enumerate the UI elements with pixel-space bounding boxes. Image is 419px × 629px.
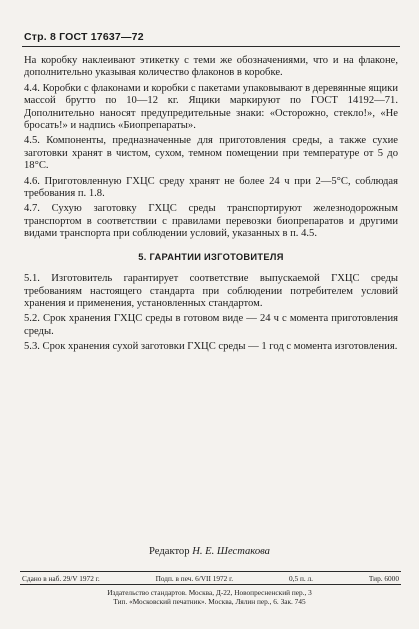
header-rule xyxy=(22,46,400,47)
paragraph-4-6: 4.6. Приготовленную ГХЦС среду хранят не более 24 ч при 2—5°С, соблюдая требования п. 1.8. xyxy=(24,175,398,200)
editor-credit xyxy=(0,546,419,557)
imprint-publisher: Издательство стандартов. Москва, Д-22, Новопресненский пер., 3 xyxy=(107,588,312,597)
imprint-rule-top xyxy=(20,571,401,572)
imprint-rule-bottom xyxy=(20,584,401,585)
imprint-sent: Сдано в наб. 29/V 1972 г. xyxy=(22,574,100,583)
paragraph-4-4: 4.4. Коробки с флаконами и коробки с пакетами упаковывают в деревянные ящики массой брутто по 10—12 кг. Ящики маркируют по ГОСТ 14192—71. Дополнительно наносят предупредительные знаки: «Осторожно, стекло!», «Не бросать!» и надпись «Биопрепараты». xyxy=(24,82,398,132)
editor-label: Редактор xyxy=(149,546,190,557)
imprint-details xyxy=(22,574,399,583)
imprint-sheets: 0,5 п. л. xyxy=(289,574,313,583)
paragraph-packaging-label: На коробку наклеивают этикетку с теми же обозначениями, что и на флаконе, дополнительно указывая количество флаконов в коробке. xyxy=(24,55,398,79)
imprint-publisher-block xyxy=(0,588,419,606)
paragraph-4-5: 4.5. Компоненты, предназначенные для приготовления среды, а также сухие заготовки хранят в чистом, сухом, темном помещении при температуре от 5 до 18°С. xyxy=(24,135,398,172)
imprint-signed: Подп. в печ. 6/VII 1972 г. xyxy=(155,574,234,583)
paragraph-5-3: 5.3. Срок хранения сухой заготовки ГХЦС среды — 1 год с момента изготовления. xyxy=(24,341,398,353)
page-header: Стр. 8 ГОСТ 17637—72 xyxy=(24,31,144,43)
paragraph-5-1: 5.1. Изготовитель гарантирует соответствие выпускаемой ГХЦС среды требованиям настоящего стандарта при соблюдении потребителем условий хранения и применения, установленных стандартом. xyxy=(24,273,398,309)
imprint-printer: Тип. «Московский печатник». Москва, Лялин пер., 6. Зак. 745 xyxy=(113,597,306,606)
section-heading: 5. ГАРАНТИИ ИЗГОТОВИТЕЛЯ xyxy=(138,251,284,262)
editor-name: Н. Е. Шестакова xyxy=(192,546,270,557)
imprint-run: Тир. 6000 xyxy=(368,574,399,583)
paragraph-5-2: 5.2. Срок хранения ГХЦС среды в готовом виде — 24 ч с момента приготовления среды. xyxy=(24,313,398,337)
document-body xyxy=(24,55,398,354)
paragraph-4-7: 4.7. Сухую заготовку ГХЦС среды транспортируют железнодорожным транспортом в соответствии с правилами перевозки биопрепаратов и другими видами транспорта при соблюдении условий, указанных в п. 4.5. xyxy=(24,203,398,240)
